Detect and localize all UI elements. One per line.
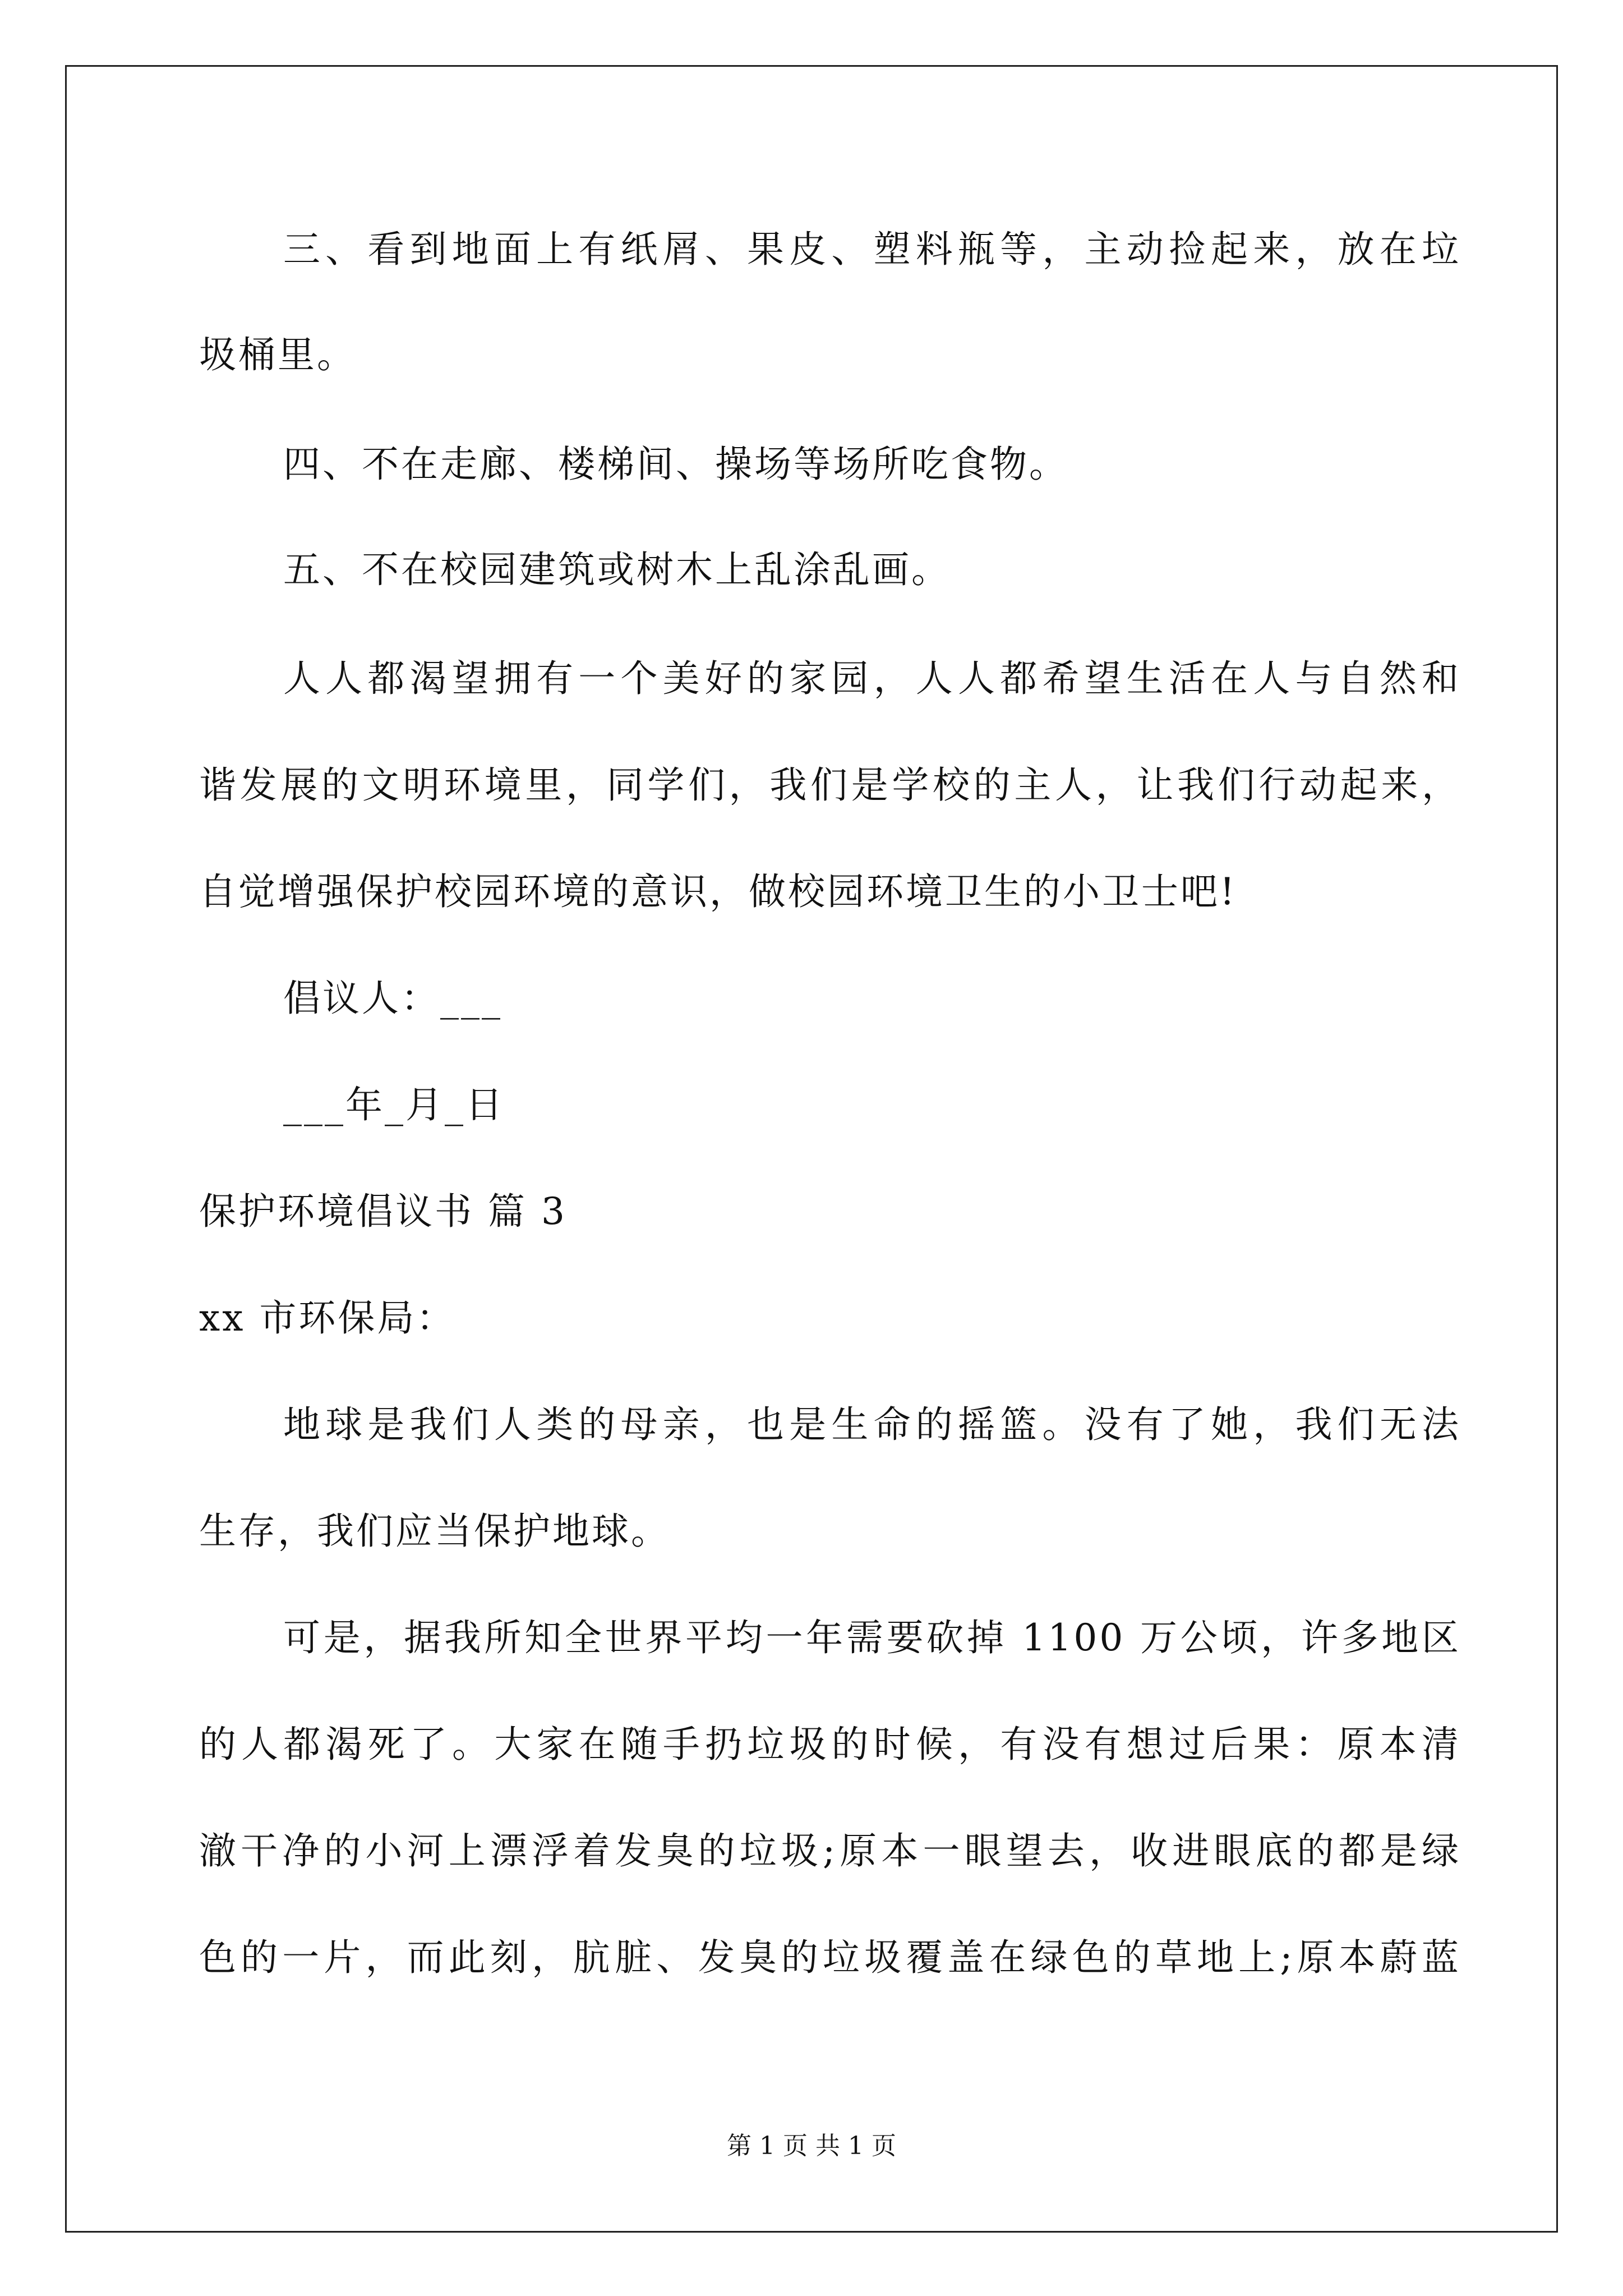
page-footer: 第 1 页 共 1 页 — [727, 2132, 896, 2160]
page-border — [65, 65, 1558, 2233]
paragraph-line: 谐发展的文明环境里，同学们，我们是学校的主人，让我们行动起来， — [199, 763, 1461, 807]
paragraph-line: 色的一片，而此刻，肮脏、发臭的垃圾覆盖在绿色的草地上;原本蔚蓝 — [199, 1936, 1461, 1979]
paragraph-line: 人人都渴望拥有一个美好的家园，人人都希望生活在人与自然和 — [283, 657, 1461, 700]
section-heading: 保护环境倡议书 篇 3 — [199, 1190, 567, 1233]
paragraph-line: 生存，我们应当保护地球。 — [199, 1510, 670, 1553]
paragraph-line: 可是，据我所知全世界平均一年需要砍掉 1100 万公顷，许多地区 — [283, 1616, 1461, 1659]
date-line: ___年_月_日 — [283, 1083, 505, 1126]
paragraph-line: 的人都渴死了。大家在随手扔垃圾的时候，有没有想过后果：原本清 — [199, 1723, 1461, 1766]
paragraph-line: 四、不在走廊、楼梯间、操场等场所吃食物。 — [283, 443, 1068, 486]
paragraph-line: 圾桶里。 — [199, 333, 356, 376]
addressee-line: xx 市环保局： — [199, 1296, 456, 1340]
paragraph-line: 三、看到地面上有纸屑、果皮、塑料瓶等，主动捡起来，放在垃 — [283, 228, 1461, 271]
paragraph-line: 地球是我们人类的母亲，也是生命的摇篮。没有了她，我们无法 — [283, 1403, 1461, 1446]
paragraph-line: 五、不在校园建筑或树木上乱涂乱画。 — [283, 548, 951, 591]
paragraph-line: 自觉增强保护校园环境的意识，做校园环境卫生的小卫士吧! — [199, 870, 1237, 913]
paragraph-line: 澈干净的小河上漂浮着发臭的垃圾;原本一眼望去，收进眼底的都是绿 — [199, 1829, 1461, 1872]
proposer-line: 倡议人：___ — [283, 977, 502, 1020]
